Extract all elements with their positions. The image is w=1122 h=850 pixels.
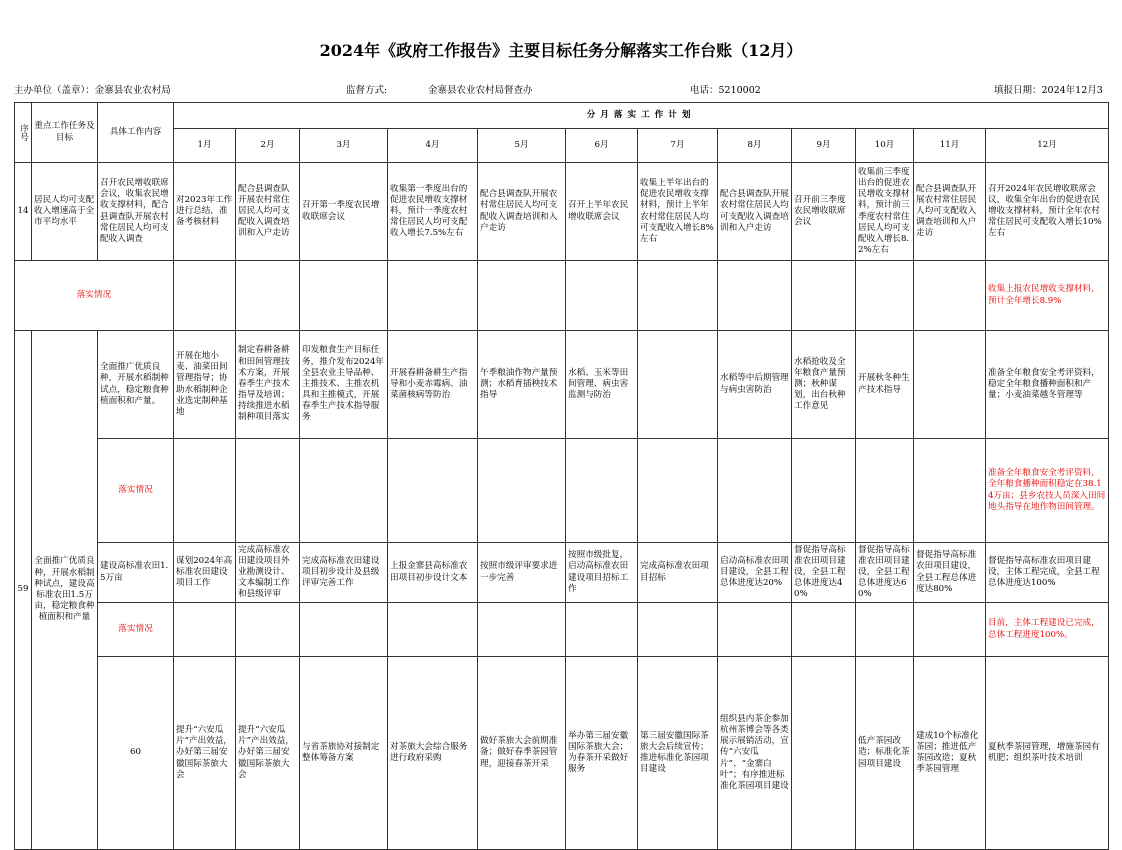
row59b-month-12: 督促指导高标准农田项目建设，主体工程完成，全县工程总体进度达100%	[986, 543, 1109, 603]
row14-month-5-text: 配合县调查队开展农村常住居民人均可支配收入调查培训和入户走访	[480, 189, 558, 233]
row14-month-10	[856, 163, 914, 261]
row59a-result-empty-10	[856, 439, 914, 543]
row14-result-empty-8	[718, 261, 792, 331]
header-task: 重点工作任务及目标	[32, 103, 98, 163]
row14-result-empty-5	[478, 261, 566, 331]
row60-month-9: 建成10个标准化茶园；推进低产茶园改造；夏秋季茶园管理	[914, 657, 986, 850]
row59a-month-4: 开展春耕备耕生产指导和小麦赤霉病、油菜菌核病等防治	[388, 331, 478, 439]
row59a-month-12: 准备全年粮食安全考评资料，稳定全年粮食播种面积和产量；小麦油菜越冬管理等	[986, 331, 1109, 439]
row59a-result-empty-6	[566, 439, 638, 543]
row59b-content: 建设高标准农田1.5万亩	[98, 543, 174, 603]
month-header-12: 12月	[986, 129, 1109, 163]
row59a-month-8: 水稻等中后期管理与病虫害防治	[718, 331, 792, 439]
row14-month-12-text: 召开2024年农民增收联席会议，收集全年出台的促进农民增收支撑材料，预计全年农村常住居民可支配收入增长10%左右	[988, 183, 1102, 239]
row59-seq: 59	[15, 331, 32, 850]
row59b-result-empty-2	[236, 603, 300, 657]
row59a-result-empty-8	[718, 439, 792, 543]
month-header-5: 5月	[478, 129, 566, 163]
row59b-month-4: 上报金寨县高标准农田项目初步设计文本	[388, 543, 478, 603]
report-date: 填报日期：2024年12月3	[994, 85, 1103, 96]
row59b-month-9: 督促指导高标准农田项目建设，全县工程总体进度达40%	[792, 543, 856, 603]
row60-task: 提升“六安瓜片”产出效益，办好第三届安徽国际茶旅大会	[174, 657, 236, 850]
row59a-month-7	[638, 331, 718, 439]
row59a-month-6: 水稻、玉米等田间管理、病虫害监测与防治	[566, 331, 638, 439]
row59b-month-10: 督促指导高标准农田项目建设，全县工程总体进度达60%	[856, 543, 914, 603]
row59a-result-empty-4	[388, 439, 478, 543]
ledger-table	[14, 102, 1109, 850]
month-header-4: 4月	[388, 129, 478, 163]
row59b-result-empty-3	[300, 603, 388, 657]
row14-result-empty-9	[792, 261, 856, 331]
row14-month-8	[718, 163, 792, 261]
row59a-month-1: 开展在地小麦、油菜田间管理指导；协助水稻制种企业选定制种基地	[174, 331, 236, 439]
row59a-result-empty-1	[174, 439, 236, 543]
row59b-result-empty-7	[638, 603, 718, 657]
row14-month-7-text: 收集上半年出台的促进农民增收支撑材料，预计上半年农村常住居民人均可支配收入增长8%左右	[640, 177, 714, 244]
supervise-value: 金寨县农业农村局督查办	[428, 85, 533, 96]
row59b-result-empty-10	[856, 603, 914, 657]
row59b-result-empty-8	[718, 603, 792, 657]
row60-month-4: 举办第三届安徽国际茶旅大会；为春茶开采做好服务	[566, 657, 638, 850]
row59b-result-empty-5	[478, 603, 566, 657]
row14-result-empty-11	[914, 261, 986, 331]
row14-result-empty-10	[856, 261, 914, 331]
row14-result-empty-6	[566, 261, 638, 331]
month-header-2: 2月	[236, 129, 300, 163]
row14-month-2	[236, 163, 300, 261]
row14-task: 居民人均可支配收入增速高于全市平均水平	[32, 163, 98, 261]
row60-month-1: 与省茶旅协对接制定整体筹备方案	[300, 657, 388, 850]
row14-content: 召开农民增收联席会议，收集农民增收支撑材料，配合县调查队开展农村常住居民人均可支配收入调查	[98, 163, 174, 261]
row59a-month-10: 开展秋冬种生产技术指导	[856, 331, 914, 439]
row59a-result-text: 准备全年粮食安全考评资料，全年粮食播种面积稳定在38.14万亩；县乡农技人员深入田间地头指导在地作物田间管理。	[986, 439, 1109, 543]
month-header-6: 6月	[566, 129, 638, 163]
row59a-result-empty-5	[478, 439, 566, 543]
month-header-10: 10月	[856, 129, 914, 163]
row59a-month-9: 水稻抢收及全年粮食产量预测；秋种谋划，出台秋种工作意见	[792, 331, 856, 439]
row14-result-text: 收集上报农民增收支撑材料，预计全年增长8.9%	[986, 261, 1109, 331]
row14-result-label: 落实情况	[15, 261, 174, 331]
header-plan: 分月落实工作计划	[174, 103, 1109, 129]
row59a-result-label: 落实情况	[98, 439, 174, 543]
row59b-result-empty-11	[914, 603, 986, 657]
month-header-8: 8月	[718, 129, 792, 163]
row59b-month-1: 谋划2024年高标准农田建设项目工作	[174, 543, 236, 603]
page-title: 2024年《政府工作报告》主要目标任务分解落实工作台账（12月）	[319, 41, 803, 60]
row14-month-9-text: 召开前三季度农民增收联席会议	[794, 194, 846, 228]
row14-month-11-text: 配合县调查队开展农村常住居民人均可支配收入调查培训和入户走访	[916, 183, 977, 239]
row14-month-10-text: 收集前三季度出台的促进农民增收支撑材料，预计前三季度农村常住居民人均可支配收入增长8.2%左右	[858, 166, 910, 256]
row59a-result-empty-2	[236, 439, 300, 543]
month-header-9: 9月	[792, 129, 856, 163]
row59b-month-6: 按照市级批复，启动高标准农田建设项目招标工作	[566, 543, 638, 603]
row59b-result-empty-1	[174, 603, 236, 657]
row59a-month-2: 制定春耕备耕和田间管理技术方案，开展春季生产技术指导及培训；持续推进水稻制种项目落实	[236, 331, 300, 439]
row14-month-3-text: 召开第一季度农民增收联席会议	[302, 200, 380, 222]
row14-month-1	[174, 163, 236, 261]
row14-result-empty-3	[300, 261, 388, 331]
row59b-result-empty-4	[388, 603, 478, 657]
row14-month-8-text: 配合县调查队开展农村常住居民人均可支配收入调查培训和入户走访	[720, 189, 789, 233]
row59b-month-5: 按照市级评审要求进一步完善	[478, 543, 566, 603]
row60-month-8: 低产茶园改造；标准化茶园项目建设	[856, 657, 914, 850]
row59b-result-text: 目前，主体工程建设已完成，总体工程进度100%。	[986, 603, 1109, 657]
row60-month-3: 做好茶旅大会前期准备；做好春季茶园管理，迎接春茶开采	[478, 657, 566, 850]
row14-month-5	[478, 163, 566, 261]
row14-month-12	[986, 163, 1109, 261]
row14-month-9	[792, 163, 856, 261]
row59a-result-empty-3	[300, 439, 388, 543]
row14-month-6	[566, 163, 638, 261]
row60-month-2: 对茶旅大会综合服务进行政府采购	[388, 657, 478, 850]
row14-month-1-text: 对2023年工作进行总结，准备考核材料	[176, 194, 233, 228]
row60-seq: 60	[98, 657, 174, 850]
row59b-month-11: 督促指导高标准农田项目建设，全县工程总体进度达80%	[914, 543, 986, 603]
row14-result-empty-2	[236, 261, 300, 331]
row60-month-5: 第三届安徽国际茶旅大会后续宣传；推进标准化茶园项目建设	[638, 657, 718, 850]
row59a-month-5: 午季粮油作物产量预测；水稻育插秧技术指导	[478, 331, 566, 439]
month-header-7: 7月	[638, 129, 718, 163]
row60-month-10: 夏秋季茶园管理，增施茶园有机肥；组织茶叶技术培训	[986, 657, 1109, 850]
row59b-month-3: 完成高标准农田建设项目初步设计及县级评审完善工作	[300, 543, 388, 603]
phone: 电话：5210002	[690, 85, 761, 96]
header-content: 具体工作内容	[98, 103, 174, 163]
month-header-11: 11月	[914, 129, 986, 163]
row14-month-7	[638, 163, 718, 261]
row14-month-11	[914, 163, 986, 261]
row14-month-4-text: 收集第一季度出台的促进农民增收支撑材料，预计一季度农村常住居民人均可支配收入增长7.5%左右	[390, 183, 468, 239]
row59b-month-7: 完成高标准农田项目招标	[638, 543, 718, 603]
row59a-month-11	[914, 331, 986, 439]
row14-month-2-text: 配合县调查队开展农村常住居民人均可支配收入调查培训和入户走访	[238, 183, 290, 239]
row59b-result-empty-6	[566, 603, 638, 657]
supervise-label: 监督方式:	[346, 85, 388, 96]
row60-month-7	[792, 657, 856, 850]
row59a-month-3: 印发粮食生产目标任务，推介发布2024年全县农业主导品种、主推技术、主推农机具和主推模式，开展春季生产技术指导服务	[300, 331, 388, 439]
header-seq: 序号	[15, 103, 32, 163]
row14-month-6-text: 召开上半年农民增收联席会议	[568, 200, 629, 222]
row59a-result-empty-11	[914, 439, 986, 543]
row59b-month-8: 启动高标准农田项目建设，全县工程总体进度达20%	[718, 543, 792, 603]
row14-month-4	[388, 163, 478, 261]
row60-content: 提升“六安瓜片”产出效益，办好第三届安徽国际茶旅大会	[236, 657, 300, 850]
sponsor-unit: 主办单位（盖章）：金寨县农业农村局	[14, 85, 171, 96]
row59a-result-empty-7	[638, 439, 718, 543]
row59b-result-label: 落实情况	[98, 603, 174, 657]
row59a-content: 全面推广优质良种，开展水稻制种试点，稳定粮食种植面积和产量。	[98, 331, 174, 439]
row14-month-3	[300, 163, 388, 261]
row14-result-empty-1	[174, 261, 236, 331]
month-header-1: 1月	[174, 129, 236, 163]
row59a-result-empty-9	[792, 439, 856, 543]
month-header-3: 3月	[300, 129, 388, 163]
row14-seq: 14	[15, 163, 32, 261]
row14-result-empty-7	[638, 261, 718, 331]
row59b-month-2: 完成高标准农田建设项目外业勘测设计、文本编制工作和县级评审	[236, 543, 300, 603]
row60-month-6: 组织县内茶企参加杭州茶博会等各类展示展销活动，宣传“六安瓜片”、“金寨白叶”；有序推进标准化茶园项目建设	[718, 657, 792, 850]
row59b-result-empty-9	[792, 603, 856, 657]
row59-task: 全面推广优质良种，开展水稻制种试点，建设高标准农田1.5万亩，稳定粮食种植面积和产量	[32, 331, 98, 850]
row14-result-empty-4	[388, 261, 478, 331]
